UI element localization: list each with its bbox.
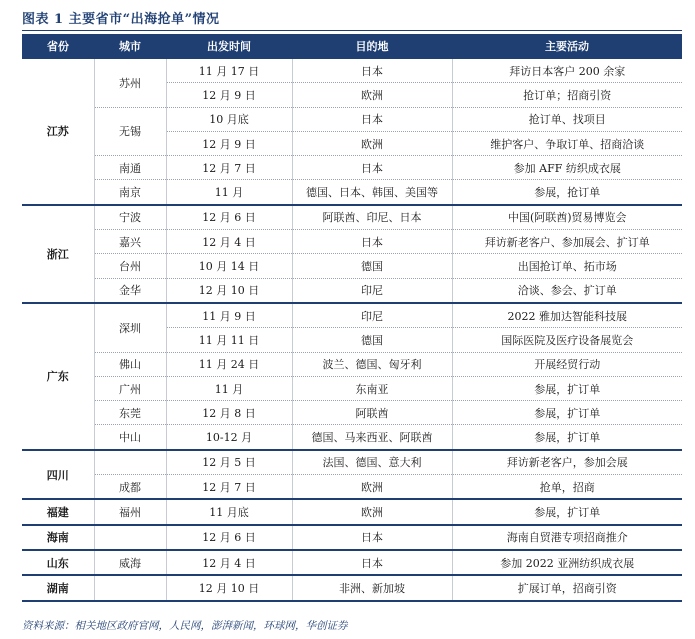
header-city: 城市 xyxy=(94,34,166,58)
table-row xyxy=(22,278,682,303)
destination-cell: 日本 xyxy=(292,107,452,131)
activity-cell: 参展，扩订单 xyxy=(452,425,682,450)
destination-cell: 法国、德国、意大利 xyxy=(292,450,452,475)
departure-time-cell: 12 月 4 日 xyxy=(166,550,292,575)
table-row xyxy=(22,450,682,475)
city-cell: 无锡 xyxy=(94,107,166,156)
activity-cell: 参加 2022 亚洲纺织成衣展 xyxy=(452,550,682,575)
activity-cell: 参加 AFF 纺织成衣展 xyxy=(452,156,682,180)
table-row xyxy=(22,352,682,376)
table-row xyxy=(22,303,682,328)
activity-cell: 抢订单、找项目 xyxy=(452,107,682,131)
table-header-row xyxy=(22,34,682,58)
activity-cell: 拜访日本客户 200 余家 xyxy=(452,58,682,83)
destination-cell: 欧洲 xyxy=(292,499,452,524)
departure-time-cell: 11 月 11 日 xyxy=(166,328,292,352)
city-cell xyxy=(94,525,166,550)
destination-cell: 日本 xyxy=(292,156,452,180)
city-cell: 中山 xyxy=(94,425,166,450)
departure-time-cell: 12 月 5 日 xyxy=(166,450,292,475)
city-cell: 金华 xyxy=(94,278,166,303)
destination-cell: 日本 xyxy=(292,550,452,575)
province-cell: 山东 xyxy=(22,550,94,575)
departure-time-cell: 11 月 17 日 xyxy=(166,58,292,83)
header-province: 省份 xyxy=(22,34,94,58)
departure-time-cell: 12 月 4 日 xyxy=(166,230,292,254)
table-row xyxy=(22,58,682,83)
header-main-activity: 主要活动 xyxy=(452,34,682,58)
departure-time-cell: 12 月 7 日 xyxy=(166,156,292,180)
departure-time-cell: 11 月 9 日 xyxy=(166,303,292,328)
destination-cell: 欧洲 xyxy=(292,475,452,500)
destination-cell: 德国 xyxy=(292,328,452,352)
departure-time-cell: 10-12 月 xyxy=(166,425,292,450)
province-cell: 湖南 xyxy=(22,575,94,600)
departure-time-cell: 10 月 14 日 xyxy=(166,254,292,278)
city-cell: 南通 xyxy=(94,156,166,180)
city-cell: 广州 xyxy=(94,376,166,400)
departure-time-cell: 12 月 7 日 xyxy=(166,475,292,500)
city-cell: 台州 xyxy=(94,254,166,278)
table-row xyxy=(22,575,682,600)
departure-time-cell: 12 月 9 日 xyxy=(166,83,292,107)
departure-time-cell: 12 月 6 日 xyxy=(166,525,292,550)
table-row xyxy=(22,425,682,450)
table-row xyxy=(22,107,682,131)
destination-cell: 非洲、新加坡 xyxy=(292,575,452,600)
departure-time-cell: 12 月 10 日 xyxy=(166,575,292,600)
destination-cell: 阿联酋、印尼、日本 xyxy=(292,205,452,230)
city-cell: 嘉兴 xyxy=(94,230,166,254)
departure-time-cell: 11 月 24 日 xyxy=(166,352,292,376)
destination-cell: 德国、马来西亚、阿联酋 xyxy=(292,425,452,450)
province-cell: 福建 xyxy=(22,499,94,524)
activity-cell: 参展，扩订单 xyxy=(452,376,682,400)
city-cell: 东莞 xyxy=(94,401,166,425)
activity-cell: 拜访新老客户，参加会展 xyxy=(452,450,682,475)
city-cell: 威海 xyxy=(94,550,166,575)
activity-cell: 洽谈、参会、扩订单 xyxy=(452,278,682,303)
title-rule xyxy=(22,30,682,31)
activity-cell: 抢订单；招商引资 xyxy=(452,83,682,107)
destination-cell: 德国 xyxy=(292,254,452,278)
city-cell: 苏州 xyxy=(94,58,166,107)
city-cell: 成都 xyxy=(94,475,166,500)
departure-time-cell: 11 月 xyxy=(166,376,292,400)
figure-title: 图表 1 主要省市“出海抢单”情况 xyxy=(22,12,220,27)
destination-cell: 日本 xyxy=(292,230,452,254)
activity-cell: 国际医院及医疗设备展览会 xyxy=(452,328,682,352)
activity-cell: 出国抢订单、拓市场 xyxy=(452,254,682,278)
destination-cell: 日本 xyxy=(292,58,452,83)
departure-time-cell: 12 月 6 日 xyxy=(166,205,292,230)
table-row xyxy=(22,230,682,254)
activity-cell: 开展经贸行动 xyxy=(452,352,682,376)
city-cell xyxy=(94,450,166,475)
departure-time-cell: 11 月 xyxy=(166,180,292,205)
table-row xyxy=(22,499,682,524)
province-cell: 广东 xyxy=(22,303,94,450)
activity-cell: 抢单，招商 xyxy=(452,475,682,500)
province-cell: 浙江 xyxy=(22,205,94,303)
activity-cell: 扩展订单，招商引资 xyxy=(452,575,682,600)
departure-time-cell: 10 月底 xyxy=(166,107,292,131)
province-cell: 四川 xyxy=(22,450,94,500)
destination-cell: 欧洲 xyxy=(292,131,452,155)
activity-cell: 参展，扩订单 xyxy=(452,499,682,524)
header-departure-time: 出发时间 xyxy=(166,34,292,58)
table-row xyxy=(22,376,682,400)
table-row xyxy=(22,254,682,278)
table-row xyxy=(22,156,682,180)
activity-cell: 中国(阿联酋)贸易博览会 xyxy=(452,205,682,230)
city-cell: 宁波 xyxy=(94,205,166,230)
city-cell: 南京 xyxy=(94,180,166,205)
activity-cell: 拜访新老客户、参加展会、扩订单 xyxy=(452,230,682,254)
destination-cell: 欧洲 xyxy=(292,83,452,107)
destination-cell: 东南亚 xyxy=(292,376,452,400)
destination-cell: 日本 xyxy=(292,525,452,550)
activity-cell: 海南自贸港专项招商推介 xyxy=(452,525,682,550)
export-order-table xyxy=(22,34,682,602)
destination-cell: 德国、日本、韩国、美国等 xyxy=(292,180,452,205)
province-cell: 海南 xyxy=(22,525,94,550)
activity-cell: 参展，扩订单 xyxy=(452,401,682,425)
destination-cell: 阿联酋 xyxy=(292,401,452,425)
source-note: 资料来源：相关地区政府官网，人民网，澎湃新闻，环球网，华创证券 xyxy=(22,620,348,632)
table-row xyxy=(22,550,682,575)
departure-time-cell: 11 月底 xyxy=(166,499,292,524)
city-cell: 佛山 xyxy=(94,352,166,376)
table-row xyxy=(22,475,682,500)
table-row xyxy=(22,205,682,230)
table-row xyxy=(22,180,682,205)
table-body xyxy=(22,58,682,601)
destination-cell: 印尼 xyxy=(292,278,452,303)
table-row xyxy=(22,401,682,425)
table-row xyxy=(22,525,682,550)
activity-cell: 参展，抢订单 xyxy=(452,180,682,205)
departure-time-cell: 12 月 9 日 xyxy=(166,131,292,155)
province-cell: 江苏 xyxy=(22,58,94,205)
header-destination: 目的地 xyxy=(292,34,452,58)
activity-cell: 2022 雅加达智能科技展 xyxy=(452,303,682,328)
departure-time-cell: 12 月 10 日 xyxy=(166,278,292,303)
city-cell: 深圳 xyxy=(94,303,166,352)
city-cell: 福州 xyxy=(94,499,166,524)
destination-cell: 波兰、德国、匈牙利 xyxy=(292,352,452,376)
activity-cell: 维护客户、争取订单、招商洽谈 xyxy=(452,131,682,155)
departure-time-cell: 12 月 8 日 xyxy=(166,401,292,425)
city-cell xyxy=(94,575,166,600)
destination-cell: 印尼 xyxy=(292,303,452,328)
